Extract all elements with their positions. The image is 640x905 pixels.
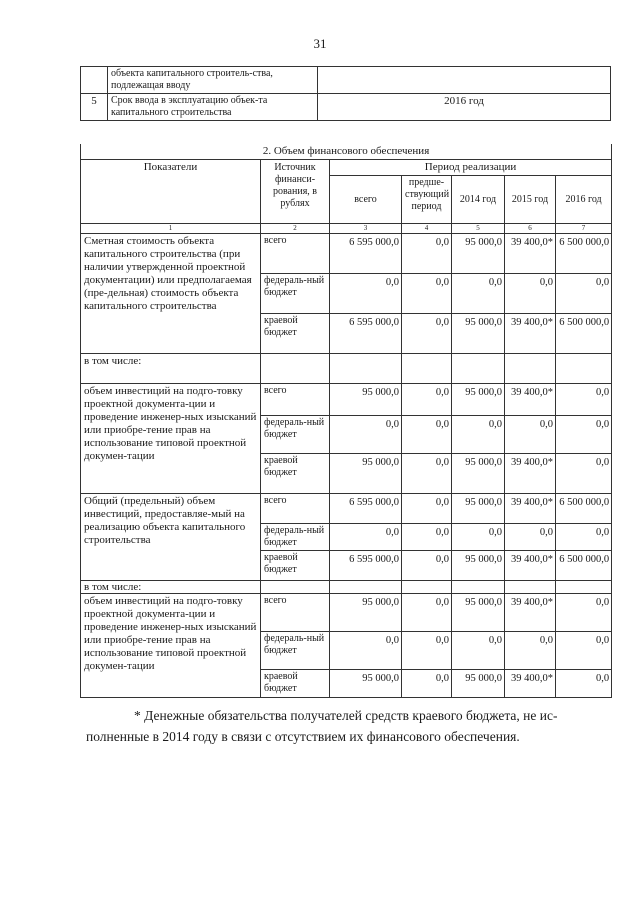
value-2014: 95 000,0 xyxy=(452,670,505,698)
empty-cell xyxy=(505,581,556,594)
value-2016: 6 500 000,0 xyxy=(556,314,612,354)
value-2016: 0,0 xyxy=(556,454,612,494)
value-total: 6 595 000,0 xyxy=(330,551,402,581)
empty-cell xyxy=(402,354,452,384)
section-title-row xyxy=(81,144,612,160)
empty-cell xyxy=(452,354,505,384)
table-row xyxy=(81,67,611,94)
value-2014: 95 000,0 xyxy=(452,551,505,581)
value-2014: 0,0 xyxy=(452,274,505,314)
value-prev: 0,0 xyxy=(402,416,452,454)
empty-cell xyxy=(452,581,505,594)
value-2014: 95 000,0 xyxy=(452,594,505,632)
value-total: 95 000,0 xyxy=(330,384,402,416)
source-cell: краевой бюджет xyxy=(261,314,330,354)
value-2016: 0,0 xyxy=(556,384,612,416)
value-2014: 95 000,0 xyxy=(452,234,505,274)
value-prev: 0,0 xyxy=(402,314,452,354)
value-2016: 6 500 000,0 xyxy=(556,494,612,524)
value-prev: 0,0 xyxy=(402,524,452,551)
value-2016: 0,0 xyxy=(556,416,612,454)
value-2016: 0,0 xyxy=(556,524,612,551)
block-label: объем инвестиций на подго-товку проектной документа-ции и проведение инженер-ных изысканий или приобре-тение прав на использование типовой проектной докумен-тации xyxy=(81,594,261,698)
value-2014: 95 000,0 xyxy=(452,314,505,354)
value-2016: 6 500 000,0 xyxy=(556,551,612,581)
header-2015: 2015 год xyxy=(505,176,556,224)
table-row xyxy=(81,494,612,524)
empty-cell xyxy=(261,354,330,384)
value-prev: 0,0 xyxy=(402,274,452,314)
value-total: 95 000,0 xyxy=(330,594,402,632)
value-total: 0,0 xyxy=(330,524,402,551)
value-2014: 0,0 xyxy=(452,416,505,454)
table-row xyxy=(81,384,612,416)
empty-cell xyxy=(556,354,612,384)
capacity-label: объекта капитального строитель-ства, подлежащая вводу xyxy=(108,67,318,94)
source-cell: всего xyxy=(261,234,330,274)
in-that-number-label: в том числе: xyxy=(81,354,261,384)
table-row xyxy=(81,354,612,384)
value-2014: 0,0 xyxy=(452,632,505,670)
column-number-row xyxy=(81,224,612,234)
value-2015: 0,0 xyxy=(505,632,556,670)
column-number: 2 xyxy=(261,224,330,234)
value-prev: 0,0 xyxy=(402,632,452,670)
row-number: 5 xyxy=(81,94,108,121)
empty-cell xyxy=(402,581,452,594)
value-2015: 39 400,0* xyxy=(505,234,556,274)
top-table xyxy=(80,66,611,121)
value-2015: 0,0 xyxy=(505,524,556,551)
source-cell: краевой бюджет xyxy=(261,454,330,494)
page-number: 31 xyxy=(313,36,327,51)
header-2016: 2016 год xyxy=(556,176,612,224)
value-2016: 0,0 xyxy=(556,274,612,314)
value-total: 0,0 xyxy=(330,416,402,454)
value-prev: 0,0 xyxy=(402,551,452,581)
source-cell: краевой бюджет xyxy=(261,670,330,698)
source-cell: федераль-ный бюджет xyxy=(261,416,330,454)
value-2015: 39 400,0* xyxy=(505,454,556,494)
header-2014: 2014 год xyxy=(452,176,505,224)
block-label: Сметная стоимость объекта капитального строительства (при наличии утвержденной проектной документации) или предполагаемая (пре-дельная) стоимость объекта капитального строительства xyxy=(81,234,261,354)
value-total: 6 595 000,0 xyxy=(330,494,402,524)
value-2016: 6 500 000,0 xyxy=(556,234,612,274)
value-prev: 0,0 xyxy=(402,384,452,416)
value-total: 6 595 000,0 xyxy=(330,314,402,354)
table-row xyxy=(81,581,612,594)
header-row xyxy=(81,160,612,176)
value-total: 0,0 xyxy=(330,632,402,670)
empty-cell xyxy=(81,67,108,94)
column-number: 5 xyxy=(452,224,505,234)
value-2016: 0,0 xyxy=(556,632,612,670)
value-prev: 0,0 xyxy=(402,594,452,632)
value-total: 0,0 xyxy=(330,274,402,314)
value-2015: 0,0 xyxy=(505,274,556,314)
value-2015: 0,0 xyxy=(505,416,556,454)
source-cell: федераль-ный бюджет xyxy=(261,274,330,314)
value-prev: 0,0 xyxy=(402,234,452,274)
source-cell: федераль-ный бюджет xyxy=(261,524,330,551)
value-2015: 39 400,0* xyxy=(505,594,556,632)
value-2015: 39 400,0* xyxy=(505,384,556,416)
header-period: Период реализации xyxy=(330,160,612,176)
table-row xyxy=(81,234,612,274)
value-prev: 0,0 xyxy=(402,670,452,698)
value-2014: 0,0 xyxy=(452,524,505,551)
value-prev: 0,0 xyxy=(402,494,452,524)
in-that-number-label: в том числе: xyxy=(81,581,261,594)
empty-cell xyxy=(505,354,556,384)
source-cell: всего xyxy=(261,384,330,416)
empty-cell xyxy=(330,581,402,594)
value-total: 95 000,0 xyxy=(330,454,402,494)
column-number: 1 xyxy=(81,224,261,234)
empty-cell xyxy=(261,581,330,594)
source-cell: всего xyxy=(261,594,330,632)
source-cell: краевой бюджет xyxy=(261,551,330,581)
section-title: 2. Объем финансового обеспечения xyxy=(81,144,612,160)
value-prev: 0,0 xyxy=(402,454,452,494)
table-row xyxy=(81,594,612,632)
commissioning-value: 2016 год xyxy=(318,94,611,121)
value-2014: 95 000,0 xyxy=(452,454,505,494)
block-label: Общий (предельный) объем инвестиций, предоставляе-мый на реализацию объекта капитального строительства xyxy=(81,494,261,581)
value-2016: 0,0 xyxy=(556,594,612,632)
footnote: * Денежные обязательства получателей средств краевого бюджета, не ис-полненные в 2014 году в связи с отсутствием их финансового обеспечения. xyxy=(86,708,558,744)
value-2015: 39 400,0* xyxy=(505,494,556,524)
value-2015: 39 400,0* xyxy=(505,314,556,354)
empty-cell xyxy=(556,581,612,594)
source-cell: всего xyxy=(261,494,330,524)
column-number: 6 xyxy=(505,224,556,234)
header-previous: предше-ствующий период xyxy=(402,176,452,224)
value-2015: 39 400,0* xyxy=(505,551,556,581)
column-number: 7 xyxy=(556,224,612,234)
header-total: всего xyxy=(330,176,402,224)
source-cell: федераль-ный бюджет xyxy=(261,632,330,670)
value-total: 95 000,0 xyxy=(330,670,402,698)
value-2016: 0,0 xyxy=(556,670,612,698)
value-2015: 39 400,0* xyxy=(505,670,556,698)
financing-table xyxy=(80,144,612,698)
header-source: Источник финанси-рования, в рублях xyxy=(261,160,330,224)
header-indicators: Показатели xyxy=(81,160,261,224)
column-number: 3 xyxy=(330,224,402,234)
value-2014: 95 000,0 xyxy=(452,494,505,524)
empty-cell xyxy=(330,354,402,384)
empty-cell xyxy=(318,67,611,94)
value-2014: 95 000,0 xyxy=(452,384,505,416)
table-row xyxy=(81,94,611,121)
commissioning-label: Срок ввода в эксплуатацию объек-та капитального строительства xyxy=(108,94,318,121)
block-label: объем инвестиций на подго-товку проектной документа-ции и проведение инженер-ных изысканий или приобре-тение прав на использование типовой проектной докумен-тации xyxy=(81,384,261,494)
column-number: 4 xyxy=(402,224,452,234)
value-total: 6 595 000,0 xyxy=(330,234,402,274)
